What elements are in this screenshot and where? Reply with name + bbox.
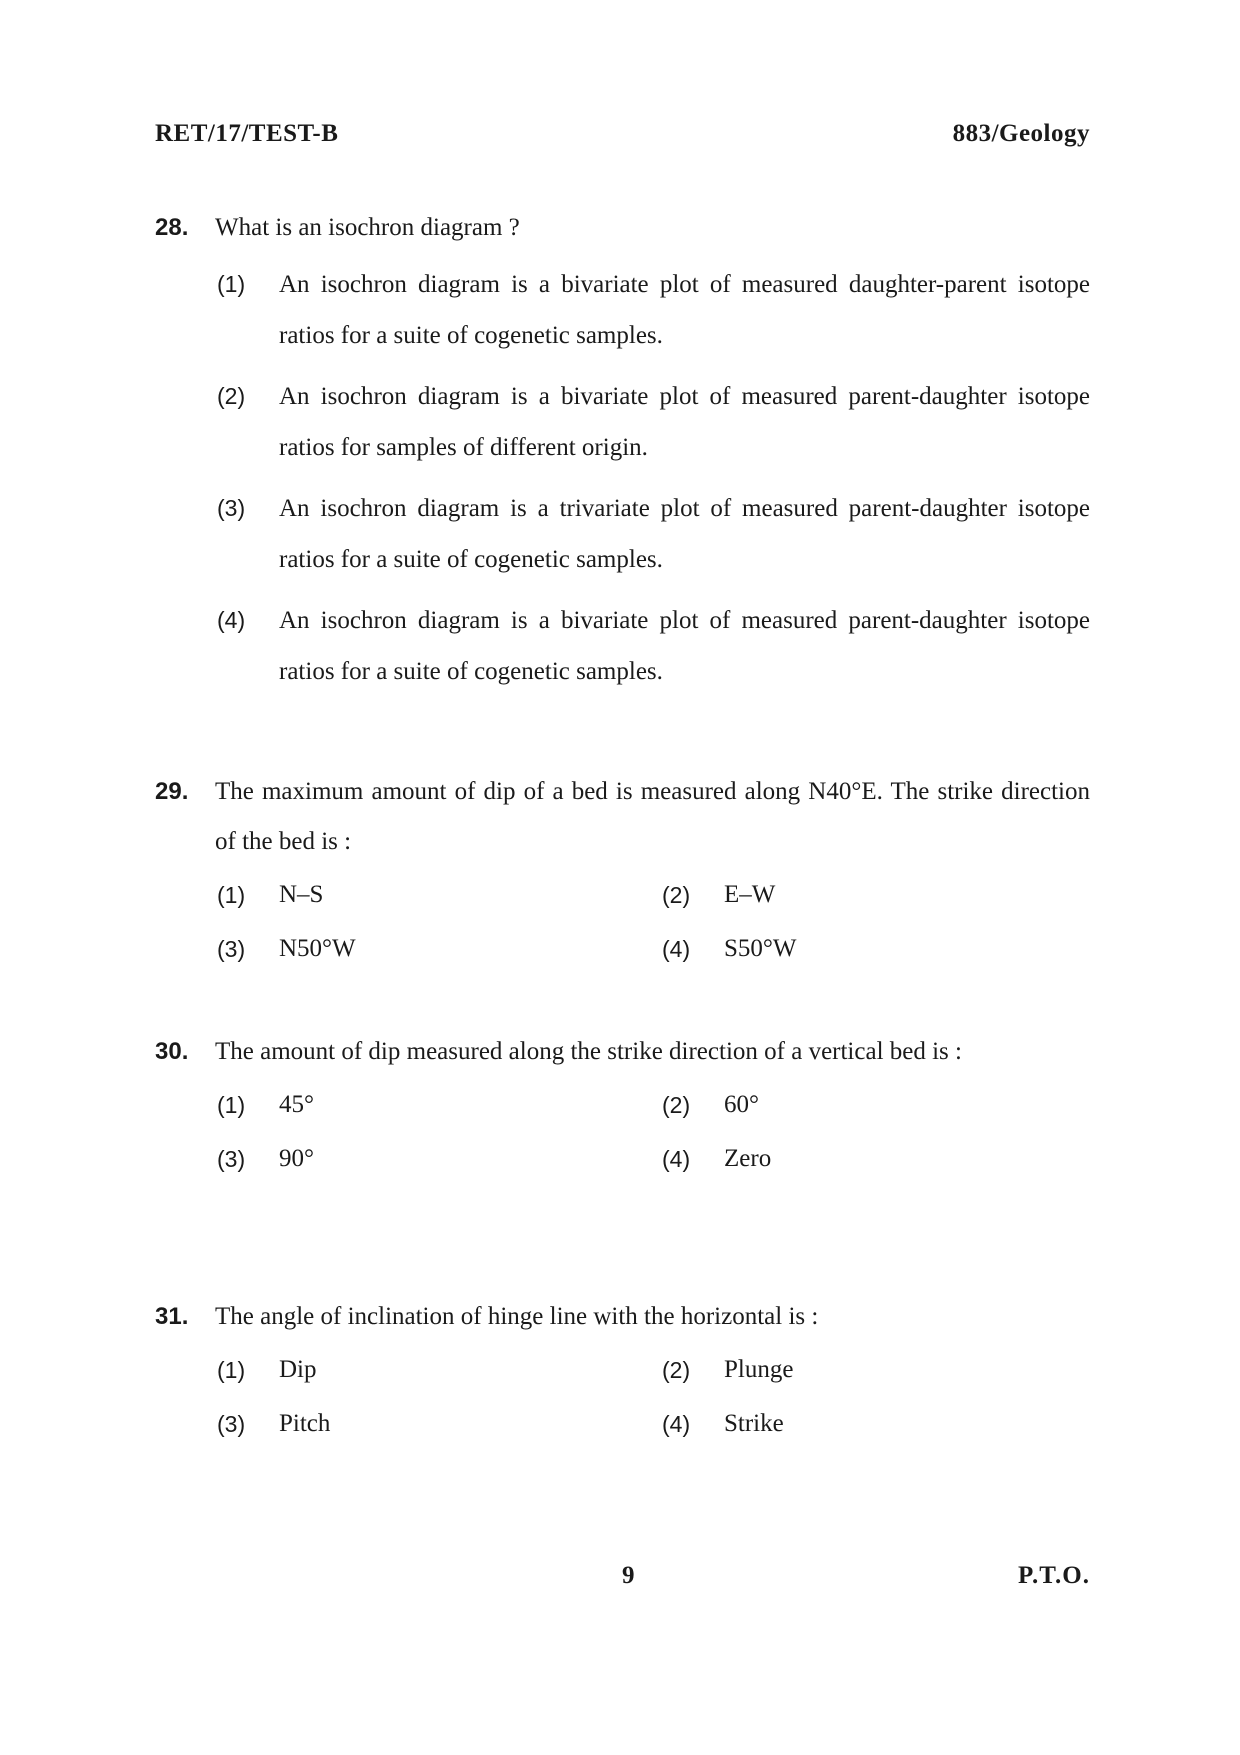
option-number: (1) xyxy=(217,271,246,297)
option-number: (3) xyxy=(217,936,246,962)
option-number: (3) xyxy=(217,1146,246,1172)
option-3 xyxy=(217,1139,662,1179)
option-grid xyxy=(217,875,1090,969)
question-number: 31. xyxy=(155,1303,189,1330)
option-2 xyxy=(662,1085,1107,1125)
option-number: (1) xyxy=(217,1357,246,1383)
option-4 xyxy=(662,1404,1107,1444)
option-number: (1) xyxy=(217,882,246,908)
option-text: 60° xyxy=(724,1091,759,1118)
page-number: 9 xyxy=(622,1562,635,1589)
option-number: (4) xyxy=(662,1411,691,1437)
question-number: 28. xyxy=(155,214,189,241)
option-text: E–W xyxy=(724,881,776,908)
option-text: Pitch xyxy=(279,1410,331,1437)
option-text: Dip xyxy=(279,1356,317,1383)
subject-code: 883/Geology xyxy=(952,120,1090,147)
option-1 xyxy=(217,259,1090,361)
option-3 xyxy=(217,483,1090,585)
option-text: Plunge xyxy=(724,1356,794,1383)
option-1 xyxy=(217,1085,662,1125)
option-text: An isochron diagram is a bivariate plot of measured parent-daughter isotope ratios for samples of different origin. xyxy=(279,383,1090,461)
option-number: (1) xyxy=(217,1092,246,1118)
question-text: The angle of inclination of hinge line with the horizontal is : xyxy=(215,1303,819,1330)
option-number: (4) xyxy=(217,607,246,633)
question-number: 30. xyxy=(155,1038,189,1065)
option-text: 45° xyxy=(279,1091,314,1118)
question-29 xyxy=(155,767,1090,969)
option-4 xyxy=(217,595,1090,697)
option-2 xyxy=(217,371,1090,473)
option-2 xyxy=(662,1350,1107,1390)
option-number: (3) xyxy=(217,495,246,521)
option-1 xyxy=(217,875,662,915)
please-turn-over: P.T.O. xyxy=(1018,1562,1090,1589)
question-text: The maximum amount of dip of a bed is measured along N40°E. The strike direction of the bed is : xyxy=(215,778,1090,855)
option-3 xyxy=(217,1404,662,1444)
option-4 xyxy=(662,1139,1107,1179)
option-text: Zero xyxy=(724,1145,772,1172)
option-text: N–S xyxy=(279,881,324,908)
option-1 xyxy=(217,1350,662,1390)
question-text: The amount of dip measured along the strike direction of a vertical bed is : xyxy=(215,1038,962,1065)
option-text: Strike xyxy=(724,1410,784,1437)
option-grid xyxy=(217,1085,1090,1179)
option-number: (2) xyxy=(662,882,691,908)
option-grid xyxy=(217,1350,1090,1444)
option-number: (4) xyxy=(662,1146,691,1172)
option-2 xyxy=(662,875,1107,915)
option-number: (3) xyxy=(217,1411,246,1437)
option-number: (2) xyxy=(662,1092,691,1118)
option-text: An isochron diagram is a bivariate plot of measured daughter-parent isotope ratios for a suite of cogenetic samples. xyxy=(279,271,1090,349)
option-text: S50°W xyxy=(724,935,797,962)
option-number: (2) xyxy=(662,1357,691,1383)
option-text: An isochron diagram is a trivariate plot of measured parent-daughter isotope ratios for a suite of cogenetic samples. xyxy=(279,495,1090,573)
question-28 xyxy=(155,203,1090,707)
option-number: (4) xyxy=(662,936,691,962)
option-4 xyxy=(662,929,1107,969)
option-3 xyxy=(217,929,662,969)
option-text: An isochron diagram is a bivariate plot of measured parent-daughter isotope ratios for a suite of cogenetic samples. xyxy=(279,607,1090,685)
option-text: 90° xyxy=(279,1145,314,1172)
option-number: (2) xyxy=(217,383,246,409)
question-30 xyxy=(155,1027,1090,1179)
option-text: N50°W xyxy=(279,935,356,962)
option-list xyxy=(217,259,1090,697)
test-code: RET/17/TEST-B xyxy=(155,120,339,147)
question-number: 29. xyxy=(155,778,189,805)
question-31 xyxy=(155,1292,1090,1444)
question-text: What is an isochron diagram ? xyxy=(215,214,520,241)
